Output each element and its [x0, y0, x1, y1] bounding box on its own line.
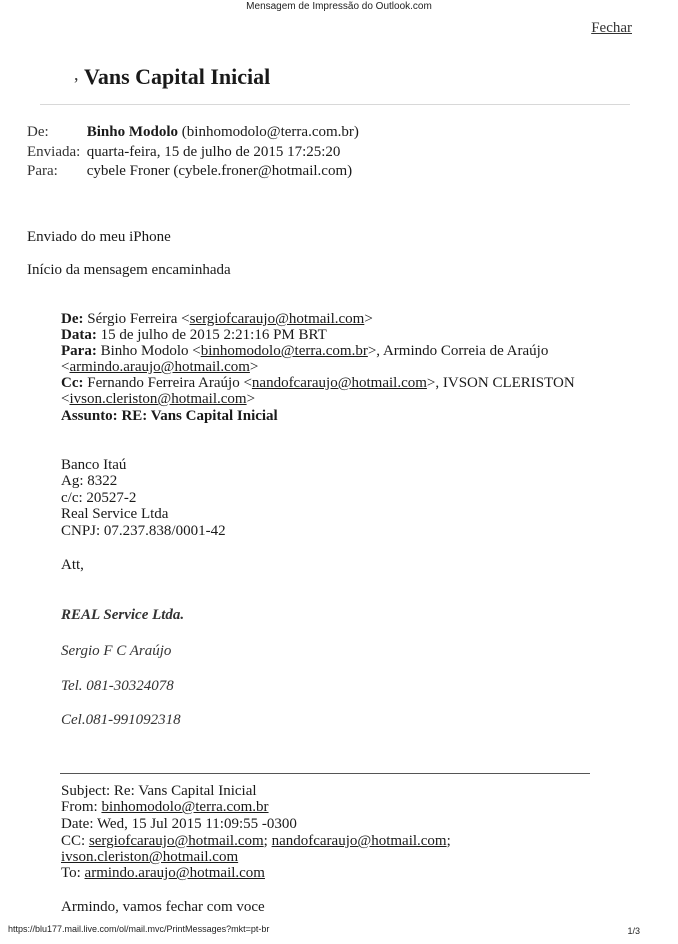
quoted-cc-email-1[interactable]: sergiofcaraujo@hotmail.com: [88, 833, 264, 849]
signature-company: REAL Service Ltda.: [61, 607, 185, 623]
quoted-cc-email-3[interactable]: ivson.cleriston@hotmail.com: [61, 849, 239, 865]
fwd-date-value: 15 de julho de 2015 2:21:16 PM BRT: [100, 327, 327, 343]
signature-cel: Cel.081-991092318: [61, 712, 181, 728]
bank-line: Banco Itaú: [61, 457, 127, 473]
from-label: De:: [27, 124, 49, 140]
fwd-subject-value: RE: Vans Capital Inicial: [121, 408, 278, 424]
bank-line: Real Service Ltda: [61, 506, 169, 522]
body-line-1: Enviado do meu iPhone: [27, 229, 171, 245]
fwd-from-end: >: [364, 311, 373, 327]
fwd-cc-rest: >, IVSON CLERISTON: [426, 375, 575, 391]
fwd-date-label: Data:: [61, 327, 97, 343]
fwd-subject: [61, 408, 278, 425]
print-header-title: Mensagem de Impressão do Outlook.com: [246, 1, 432, 12]
att: Att,: [61, 557, 84, 573]
fwd-cc-line2: [61, 391, 255, 408]
fwd-to-rest: >, Armindo Correia de Araújo: [367, 343, 549, 359]
fwd-from-name: Sérgio Ferreira <: [87, 311, 190, 327]
to-label: Para:: [27, 163, 58, 179]
footer-page: 1/3: [627, 926, 640, 936]
quoted-cc-end: ;: [446, 833, 451, 849]
quoted-subject: Subject: Re: Vans Capital Inicial: [61, 783, 257, 799]
quoted-cc-label: CC:: [61, 833, 89, 849]
fwd-cc-name: Fernando Ferreira Araújo <: [87, 375, 252, 391]
fwd-to-line2: [61, 359, 258, 376]
quoted-to-label: To:: [61, 865, 85, 881]
from-name: Binho Modolo: [86, 124, 179, 140]
divider: [40, 104, 630, 105]
fwd-from-label: De:: [61, 311, 84, 327]
quoted-from-email[interactable]: binhomodolo@terra.com.br: [101, 799, 269, 815]
quoted-to: [61, 865, 265, 882]
quoted-cc-email-2[interactable]: nandofcaraujo@hotmail.com: [271, 833, 447, 849]
sent-row: [27, 144, 340, 161]
quoted-date: Date: Wed, 15 Jul 2015 11:09:55 -0300: [61, 816, 297, 832]
fwd-subject-label: Assunto:: [61, 408, 118, 424]
fwd-cc2-email[interactable]: ivson.cleriston@hotmail.com: [69, 391, 247, 407]
fwd-from: [61, 311, 373, 328]
message-subject: Vans Capital Inicial: [84, 64, 271, 89]
fwd-to-name: Binho Modolo <: [100, 343, 201, 359]
fwd-to2-open: <: [61, 359, 70, 375]
sent-label: Enviada:: [27, 144, 81, 160]
quote-divider: [60, 773, 590, 774]
quoted-from-label: From:: [61, 799, 102, 815]
fwd-cc-email[interactable]: nandofcaraujo@hotmail.com: [251, 375, 427, 391]
from-row: [27, 124, 359, 141]
fwd-to2-close: >: [249, 359, 259, 375]
body-line-2: Início da mensagem encaminhada: [27, 262, 231, 278]
fwd-to2-email[interactable]: armindo.araujo@hotmail.com: [69, 359, 250, 375]
footer-url: https://blu177.mail.live.com/ol/mail.mvc/PrintMessages?mkt=pt-br: [8, 924, 270, 934]
sent-value: quarta-feira, 15 de julho de 2015 17:25:20: [86, 144, 341, 160]
quoted-from: [61, 799, 269, 816]
to-value: cybele Froner (cybele.froner@hotmail.com): [86, 163, 353, 179]
fwd-to-email[interactable]: binhomodolo@terra.com.br: [200, 343, 368, 359]
fwd-date: [61, 327, 327, 344]
fwd-cc2-close: >: [246, 391, 256, 407]
quoted-cc-line2: [61, 849, 238, 866]
to-row: [27, 163, 352, 180]
fwd-cc2-open: <: [61, 391, 70, 407]
fwd-cc: [61, 375, 575, 392]
from-email: (binhomodolo@terra.com.br): [181, 124, 359, 140]
fwd-cc-label: Cc:: [61, 375, 84, 391]
signature-name: Sergio F C Araújo: [61, 643, 172, 659]
quoted-cc: [61, 833, 451, 850]
quoted-cc-sep: ;: [263, 833, 272, 849]
bank-line: CNPJ: 07.237.838/0001-42: [61, 523, 226, 539]
quoted-text: Armindo, vamos fechar com voce: [61, 899, 265, 915]
fwd-to: [61, 343, 548, 360]
signature-tel: Tel. 081-30324078: [61, 678, 174, 694]
bank-line: c/c: 20527-2: [61, 490, 137, 506]
fwd-to-label: Para:: [61, 343, 97, 359]
title-mark: ,: [74, 64, 79, 84]
bank-line: Ag: 8322: [61, 473, 118, 489]
quoted-to-email[interactable]: armindo.araujo@hotmail.com: [84, 865, 265, 881]
fwd-from-email[interactable]: sergiofcaraujo@hotmail.com: [189, 311, 365, 327]
close-link[interactable]: Fechar: [591, 20, 632, 36]
